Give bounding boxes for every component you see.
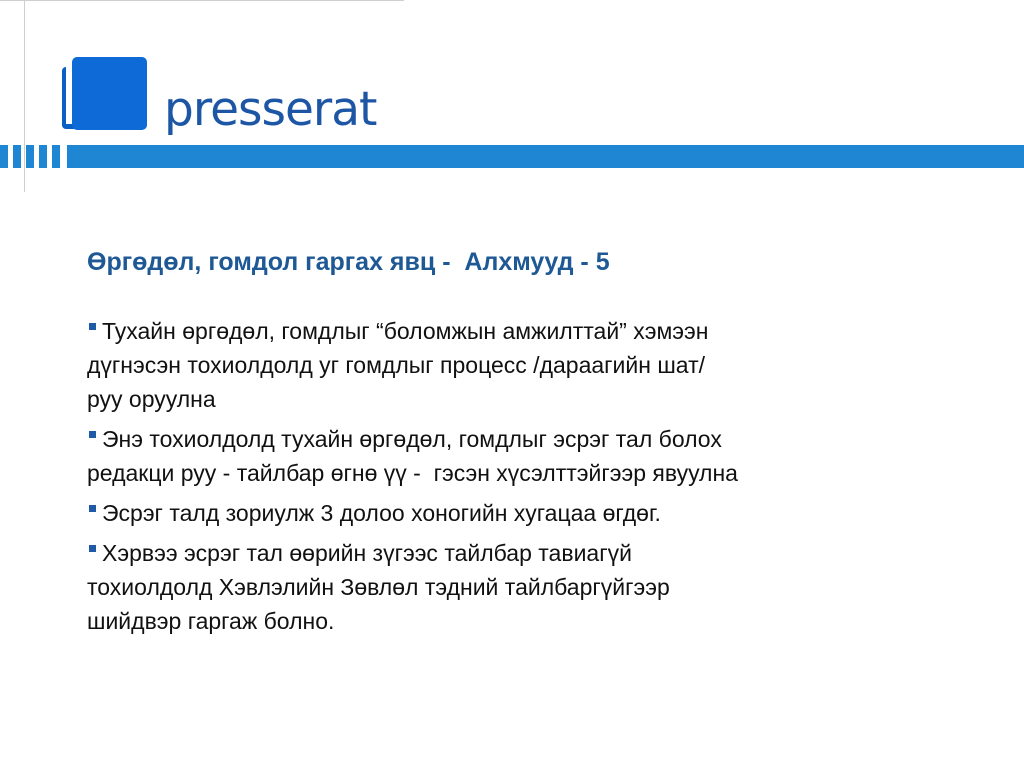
bullet-list xyxy=(87,314,927,644)
bullet-item xyxy=(87,422,927,490)
logo-square-front xyxy=(72,57,147,130)
square-bullet-icon xyxy=(89,505,96,512)
bullet-text: Хэрвээ эсрэг тал өөрийн зүгээс тайлбар тавиагүй xyxy=(102,540,632,566)
bullet-line xyxy=(87,422,927,456)
bullet-text: Энэ тохиолдолд тухайн өргөдөл, гомдлыг эсрэг тал болох xyxy=(102,426,722,452)
bullet-text: Эсрэг талд зориулж 3 долоо хоногийн хугацаа өгдөг. xyxy=(102,500,661,526)
frame-line-top xyxy=(0,0,404,1)
stripe-dash xyxy=(0,145,8,168)
bullet-line: редакци руу - тайлбар өгнө үү - гэсэн хүсэлттэйгээр явуулна xyxy=(87,460,738,486)
stripe-dash xyxy=(39,145,47,168)
stripe-bar xyxy=(67,145,1024,168)
bullet-text: Тухайн өргөдөл, гомдлыг “боломжын амжилттай” хэмээн xyxy=(102,318,709,344)
logo-wordmark: presserat xyxy=(164,82,377,137)
square-bullet-icon xyxy=(89,431,96,438)
bullet-line: шийдвэр гаргаж болно. xyxy=(87,608,335,634)
stripe-dash xyxy=(26,145,34,168)
bullet-line: руу оруулна xyxy=(87,386,216,412)
bullet-item xyxy=(87,314,927,416)
square-bullet-icon xyxy=(89,323,96,330)
stripe-dash xyxy=(52,145,60,168)
bullet-line: дүгнэсэн тохиолдолд уг гомдлыг процесс /дараагийн шат/ xyxy=(87,352,706,378)
square-bullet-icon xyxy=(89,545,96,552)
slide-title: Өргөдөл, гомдол гаргах явц - Алхмууд - 5 xyxy=(87,248,610,276)
bullet-item xyxy=(87,536,927,638)
bullet-line xyxy=(87,314,927,348)
stripe-dash xyxy=(13,145,21,168)
bullet-line xyxy=(87,536,927,570)
bullet-line: тохиолдолд Хэвлэлийн Зөвлөл тэдний тайлбаргүйгээр xyxy=(87,574,670,600)
frame-line-left xyxy=(24,0,25,192)
bullet-item xyxy=(87,496,927,530)
bullet-line xyxy=(87,496,927,530)
